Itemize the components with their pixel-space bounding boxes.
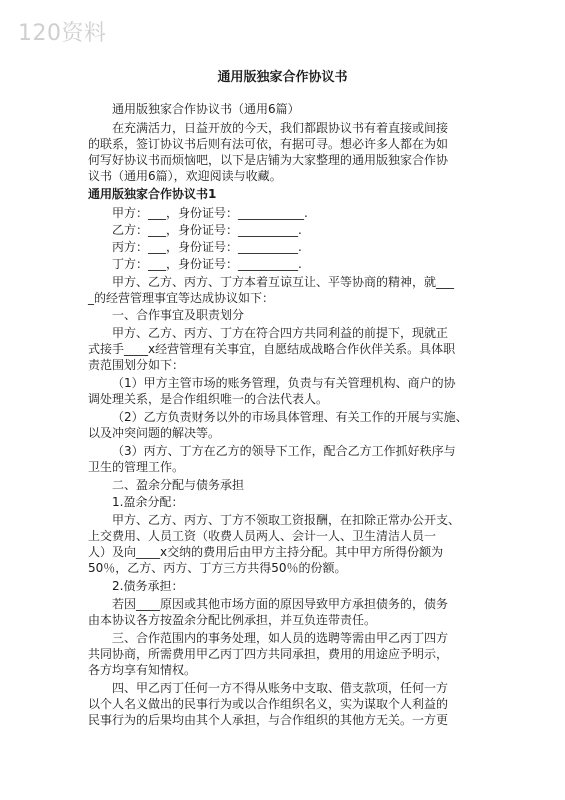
paragraph-line: 卫生的管理工作。: [88, 460, 185, 474]
paragraph-line: 在充满活力，日益开放的今天，我们都跟协议书有着直接或间接: [112, 121, 449, 135]
paragraph-line: 甲方、乙方、丙方、丁方本着互谅互让、平等协商的精神，就___: [112, 275, 455, 289]
paragraph-line: 议书（通用6篇），欢迎阅读与收藏。: [88, 169, 282, 183]
paragraph-line: 甲方、乙方、丙方、丁方在符合四方共同利益的前提下，现就正: [112, 326, 449, 340]
clause-heading: 二、盈余分配与债务承担: [112, 478, 245, 492]
clause-heading: 一、合作事宜及职责划分: [112, 308, 245, 322]
section-heading: 通用版独家合作协议书1: [88, 187, 217, 201]
sub-heading: 2.债务承担：: [112, 579, 184, 593]
paragraph-line: 50％，乙方、丙方、丁方三方共得50％的份额。: [88, 561, 347, 575]
paragraph-line: 式接手____x经营管理有关事宜，自愿结成战略合作伙伴关系。具体职: [88, 342, 456, 356]
paragraph-line: 共同协商，所需费用甲乙丙丁四方共同承担，费用的用途应予明示，: [88, 647, 449, 661]
paragraph-line: 调处理关系，是合作组织唯一的合法代表人。: [88, 392, 329, 406]
party-line: 甲方：___，身份证号：___________.: [112, 206, 308, 220]
paragraph-line: （1）甲方主管市场的账务管理，负责与有关管理机构、商户的协: [112, 376, 456, 390]
paragraph-line: 各方均享有知情权。: [88, 663, 197, 677]
paragraph-line: _的经营管理事宜等达成协议如下：: [88, 291, 275, 305]
paragraph-line: （2）乙方负责财务以外的市场具体管理、有关工作的开展与实施、: [112, 410, 468, 424]
document-title: 通用版独家合作协议书: [217, 70, 348, 85]
paragraph-line: 责范围划分如下：: [88, 358, 185, 372]
paragraph-line: 上交费用、人员工资（收费人员两人、会计一人、卫生清洁人员一: [88, 529, 437, 543]
paragraph-line: 人）及向____x交纳的费用后由甲方主持分配。其中甲方所得份额为: [88, 545, 444, 559]
party-line: 丙方：___，身份证号：__________.: [112, 240, 302, 254]
paragraph-line: 以及冲突问题的解决等。: [88, 426, 221, 440]
paragraph-line: 以个人名义做出的民事行为或以合作组织名义，实为谋取个人利益的: [88, 697, 449, 711]
watermark-logo: 120资料: [18, 21, 107, 46]
sub-heading: 1.盈余分配：: [112, 495, 184, 509]
paragraph-line: 由本协议各方按盈余分配比例承担，并互负连带责任。: [88, 613, 377, 627]
paragraph-line: 若因____原因或其他市场方面的原因导致甲方承担债务的，债务: [112, 597, 449, 611]
paragraph-line: 何写好协议书而烦恼吧，以下是店铺为大家整理的通用版独家合作协: [88, 153, 449, 167]
paragraph-line: 的联系，签订协议书后则有法可依，有据可寻。想必许多人都在为如: [88, 137, 449, 151]
paragraph-line: 甲方、乙方、丙方、丁方不领取工资报酬，在扣除正常办公开支、: [112, 513, 461, 527]
paragraph-line: 三、合作范围内的事务处理，如人员的选聘等需由甲乙丙丁四方: [112, 631, 449, 645]
paragraph-line: 四、甲乙丙丁任何一方不得从账务中支取、借支款项，任何一方: [112, 681, 449, 695]
paragraph-line: （3）丙方、丁方在乙方的领导下工作，配合乙方工作抓好秩序与: [112, 444, 456, 458]
paragraph-line: 民事行为的后果均由其个人承担，与合作组织的其他方无关。一方更: [88, 713, 449, 727]
subtitle-line: 通用版独家合作协议书（通用6篇）: [112, 102, 300, 116]
party-line: 乙方：___，身份证号：__________.: [112, 223, 302, 237]
party-line: 丁方：___，身份证号：__________.: [112, 257, 302, 271]
